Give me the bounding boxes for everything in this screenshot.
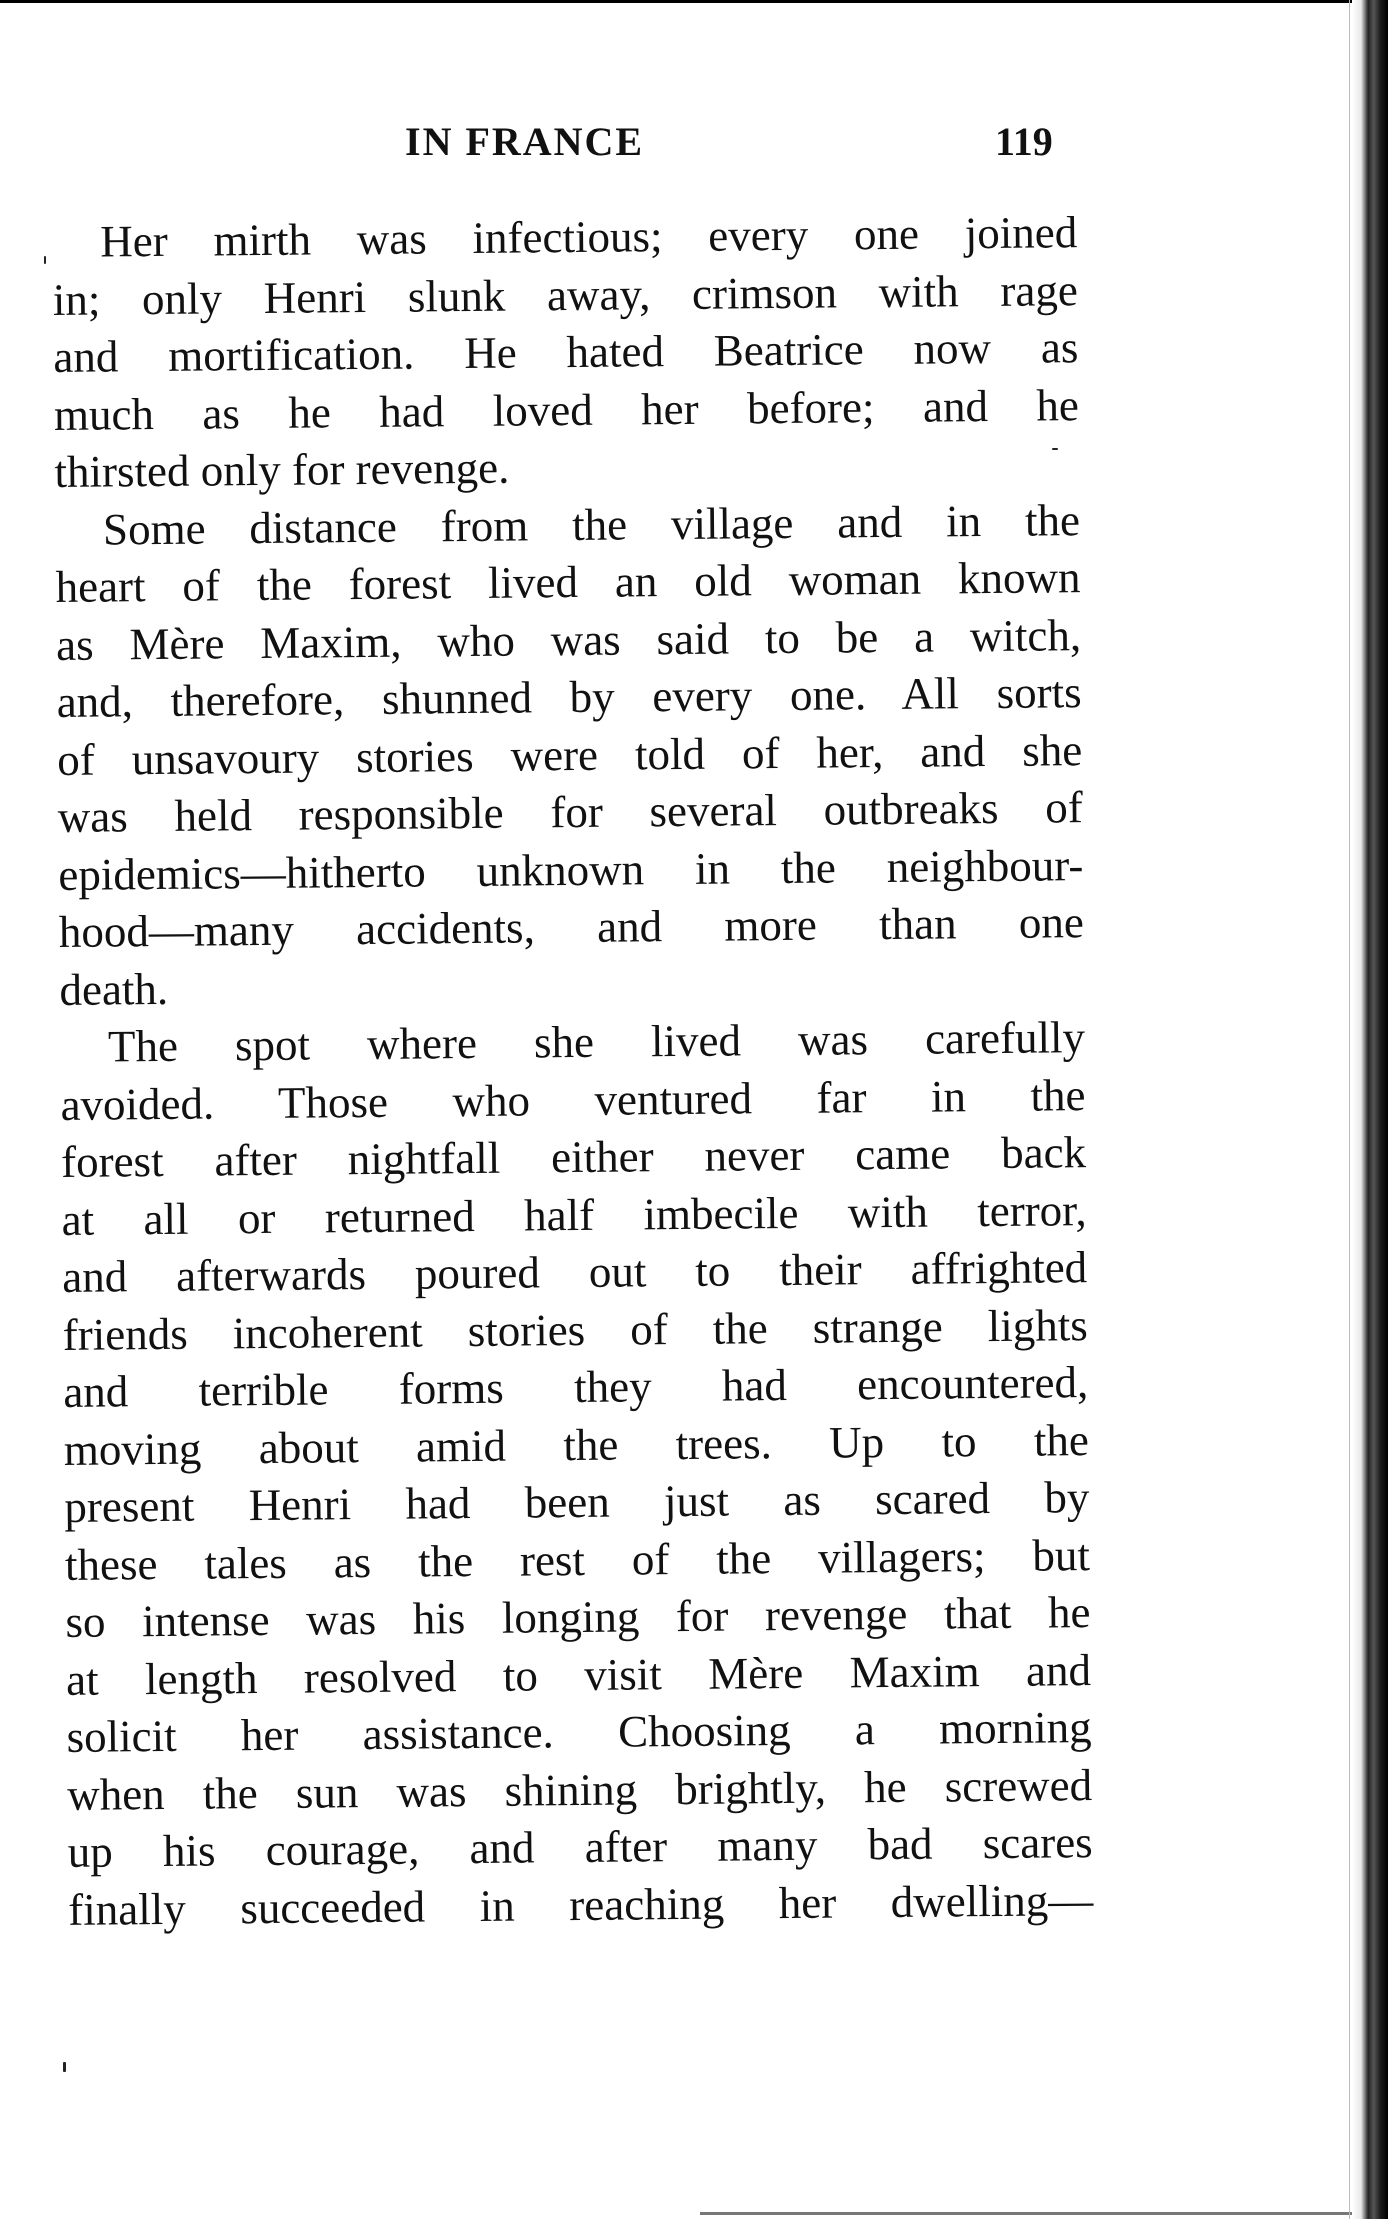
text-line: as Mère Maxim, who was said to be a witch,	[55, 609, 1082, 670]
text-line: of unsavoury stories were told of her, and she	[56, 724, 1083, 785]
paragraph	[55, 492, 1085, 1019]
bottom-scan-edge	[700, 2212, 1360, 2215]
paragraph	[60, 1009, 1094, 1939]
text-line: Her mirth was infectious; every one joined	[100, 207, 1078, 267]
text-line: solicit her assistance. Choosing a morning	[66, 1702, 1092, 1762]
text-line: was held responsible for several outbreaks of	[57, 782, 1083, 842]
text-line: and afterwards poured out to their affrighted	[61, 1242, 1088, 1302]
text-line: moving about amid the trees. Up to the	[63, 1414, 1090, 1475]
running-head: IN FRANCE	[405, 119, 645, 164]
paragraph	[52, 204, 1080, 501]
top-scan-edge	[0, 0, 1360, 3]
text-line: present Henri had been just as scared by	[64, 1472, 1090, 1532]
text-line: and mortification. He hated Beatrice now as	[53, 322, 1079, 382]
scan-speck	[1052, 448, 1058, 450]
text-line: so intense was his longing for revenge that he	[65, 1587, 1091, 1647]
text-line: thirsted only for revenge.	[54, 442, 510, 497]
text-line: up his courage, and after many bad scares	[67, 1817, 1093, 1877]
page-number: 119	[995, 119, 1053, 164]
book-spine-edge	[1352, 0, 1388, 2219]
text-line: finally succeeded in reaching her dwelling—	[68, 1874, 1094, 1935]
text-line: death.	[59, 963, 169, 1015]
text-line: epidemics—hitherto unknown in the neighbour-	[58, 839, 1084, 900]
text-line: at all or returned half imbecile with terror,	[61, 1184, 1087, 1245]
text-line: The spot where she lived was carefully	[107, 1012, 1086, 1072]
text-line: when the sun was shining brightly, he screwed	[66, 1759, 1093, 1820]
text-line: friends incoherent stories of the strange lights	[62, 1299, 1088, 1360]
scan-speck	[63, 2062, 66, 2072]
text-line: heart of the forest lived an old woman known	[55, 552, 1081, 612]
body-text	[52, 204, 1094, 1939]
text-line: avoided. Those who ventured far in the	[60, 1069, 1086, 1130]
text-line: hood—many accidents, and more than one	[58, 897, 1085, 957]
text-line: and terrible forms they had encountered,	[63, 1357, 1089, 1417]
page-edge-line	[1349, 0, 1350, 2219]
text-line: and, therefore, shunned by every one. All sorts	[56, 667, 1082, 727]
scan-speck	[44, 256, 46, 264]
text-line: forest after nightfall either never came back	[60, 1127, 1087, 1187]
text-line: Some distance from the village and in the	[102, 494, 1081, 555]
text-line: much as he had loved her before; and he	[53, 379, 1080, 440]
text-line: these tales as the rest of the villagers; but	[64, 1529, 1091, 1590]
text-line: at length resolved to visit Mère Maxim and	[65, 1644, 1092, 1705]
text-line: in; only Henri slunk away, crimson with rage	[52, 264, 1079, 325]
